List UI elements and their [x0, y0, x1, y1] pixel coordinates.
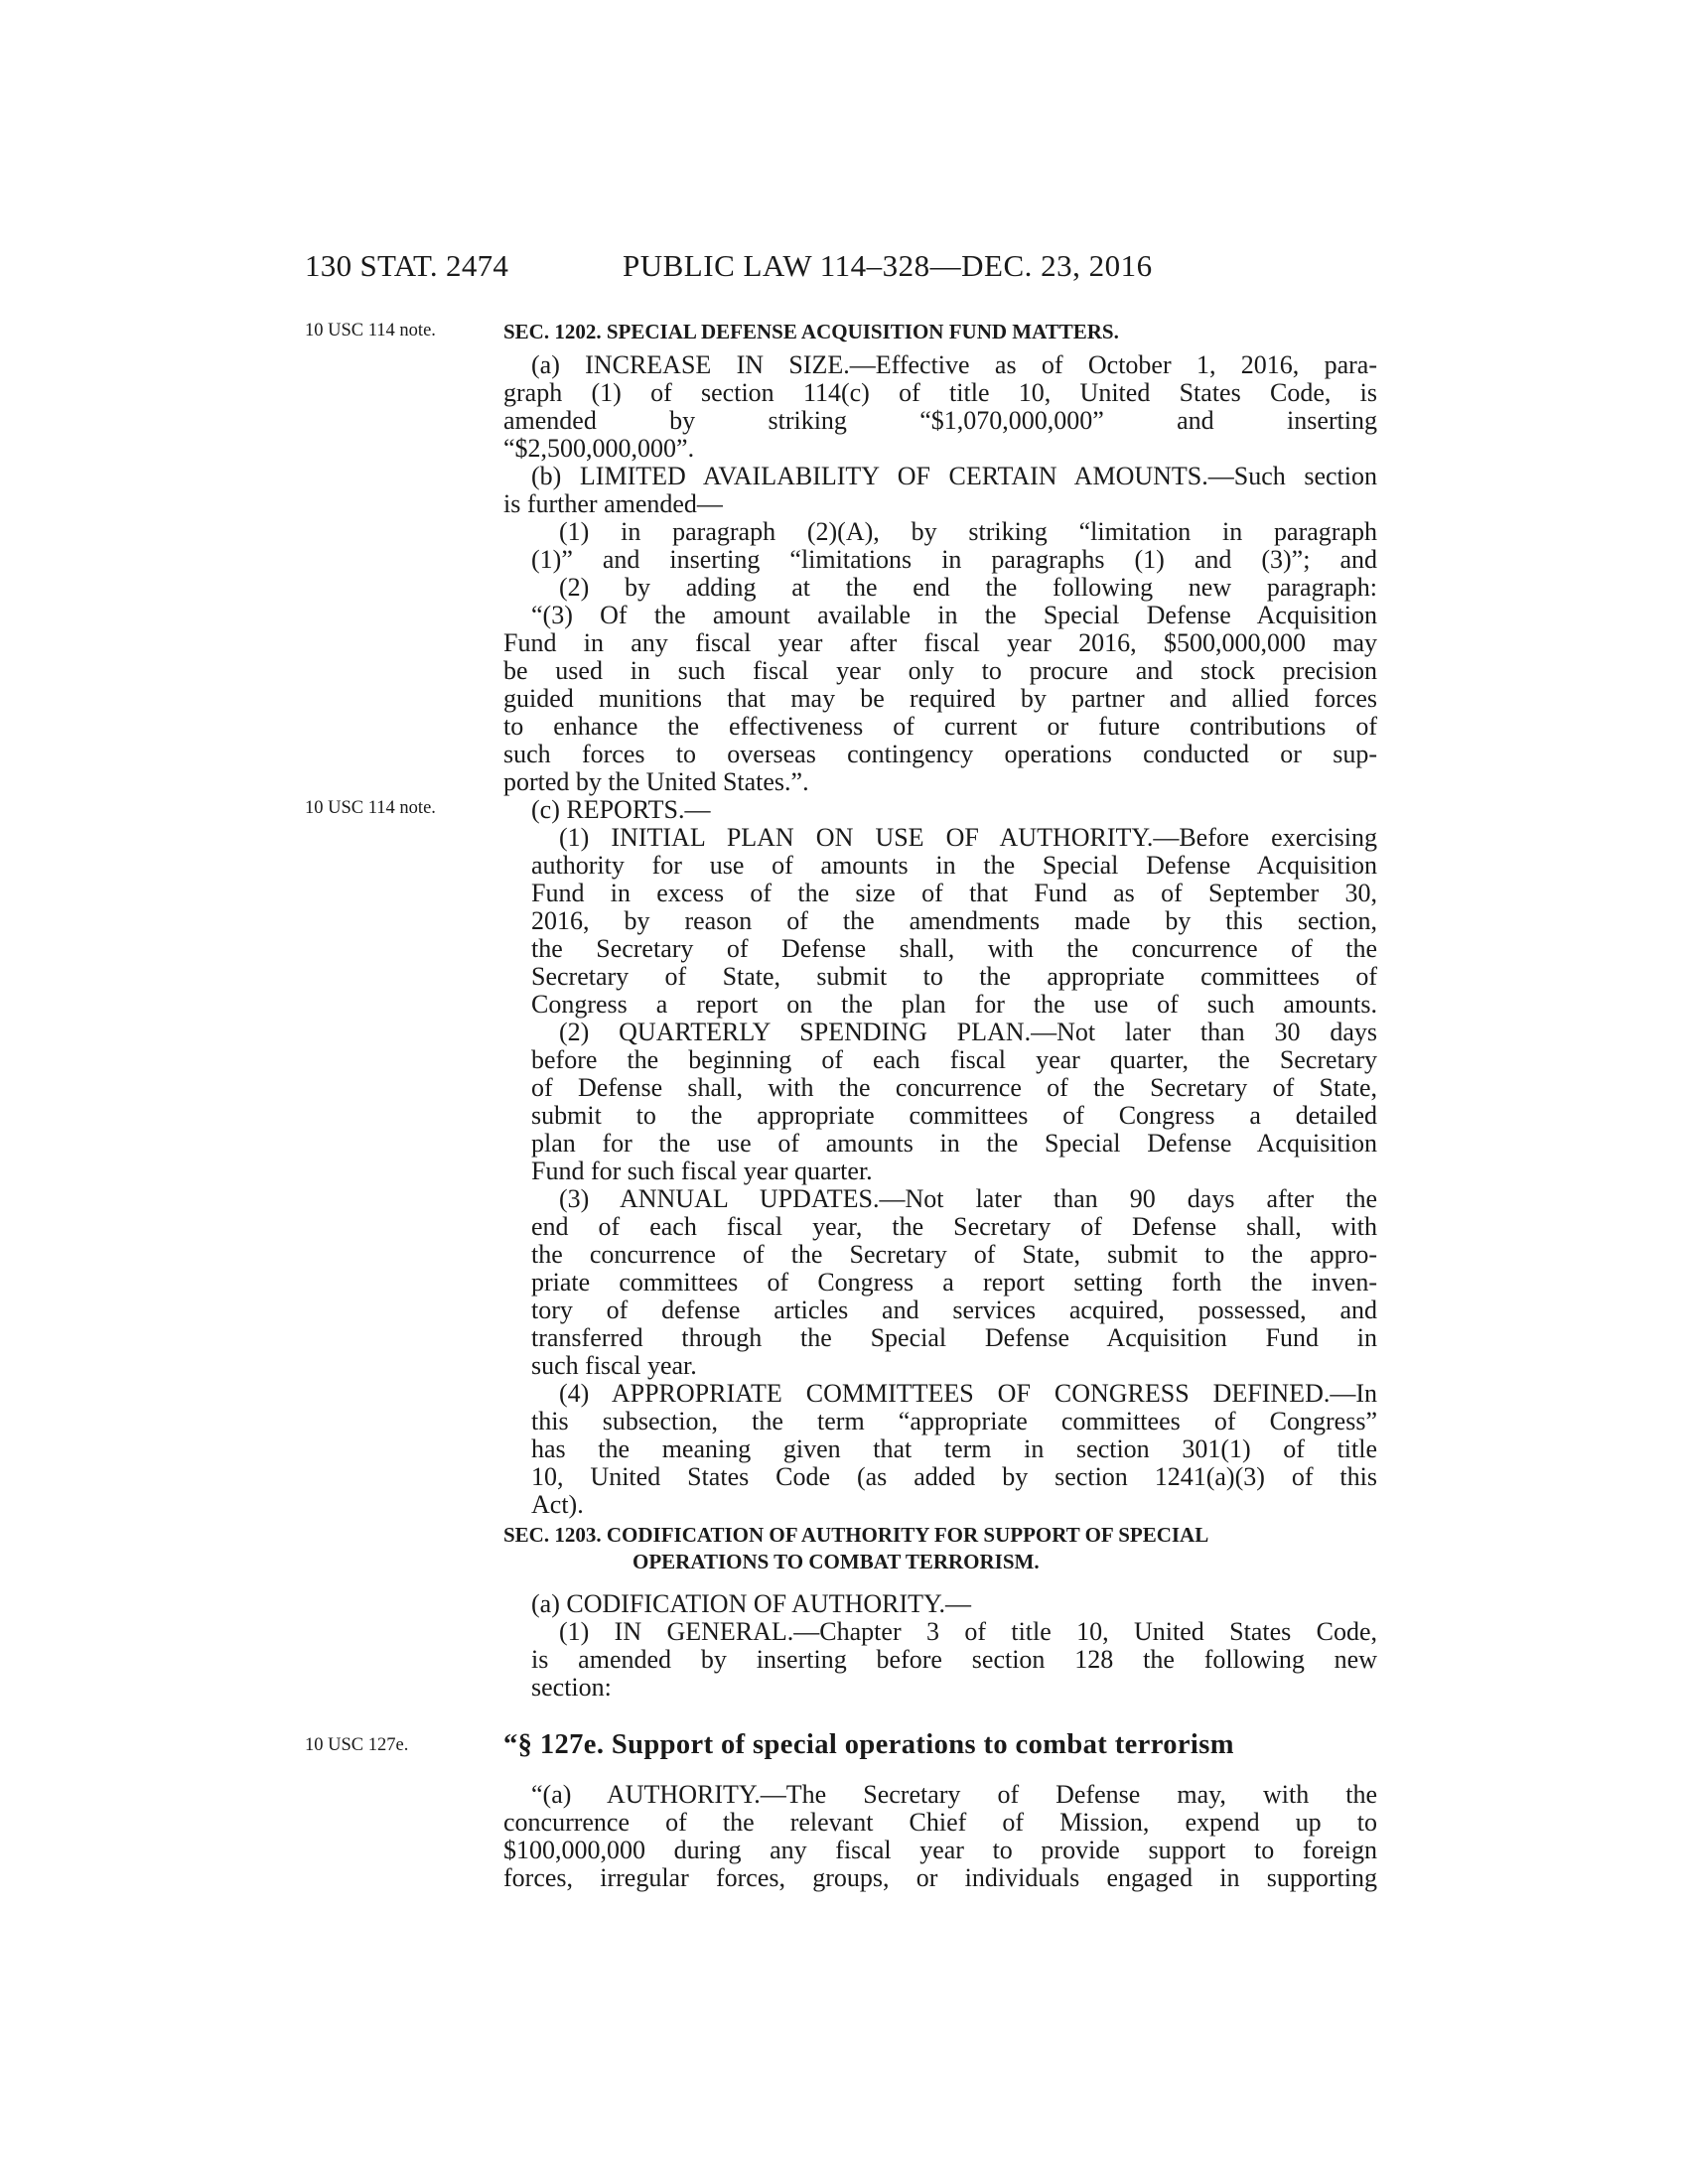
text-line: submit to the appropriate committees of Congress a detailed [531, 1101, 1377, 1130]
text-line: priate committees of Congress a report setting forth the inven- [531, 1268, 1377, 1297]
text-line: section: [531, 1673, 612, 1702]
text-line: (4) APPROPRIATE COMMITTEES OF CONGRESS DEFINED.—In [559, 1379, 1377, 1408]
text-line: end of each fiscal year, the Secretary of Defense shall, with [531, 1212, 1377, 1241]
text-line: “$2,500,000,000”. [503, 434, 695, 463]
margin-note-1202c: 10 USC 114 note. [305, 798, 436, 818]
text-line: Secretary of State, submit to the appropriate committees of [531, 962, 1377, 991]
text-line: authority for use of amounts in the Special Defense Acquisition [531, 851, 1377, 880]
statute-page-number: 130 STAT. 2474 [305, 248, 509, 283]
text-line: is further amended— [503, 489, 723, 518]
text-line: the Secretary of Defense shall, with the concurrence of the [531, 934, 1377, 963]
text-line: (1) IN GENERAL.—Chapter 3 of title 10, United States Code, [559, 1617, 1377, 1646]
text-line: (a) INCREASE IN SIZE.—Effective as of October 1, 2016, para- [531, 350, 1377, 379]
text-line: (a) CODIFICATION OF AUTHORITY.— [531, 1589, 971, 1618]
margin-note-127e: 10 USC 127e. [305, 1735, 409, 1755]
text-line: “(a) AUTHORITY.—The Secretary of Defense may, with the [531, 1780, 1377, 1809]
text-line: has the meaning given that term in section 301(1) of title [531, 1434, 1377, 1463]
section-1202-body [503, 351, 1377, 1519]
text-line: plan for the use of amounts in the Special Defense Acquisition [531, 1129, 1377, 1158]
text-line: 2016, by reason of the amendments made by this section, [531, 906, 1377, 935]
section-heading: SEC. 1202. SPECIAL DEFENSE ACQUISITION FUND MATTERS. [503, 320, 1119, 343]
text-line: Fund in excess of the size of that Fund as of September 30, [531, 879, 1377, 907]
section-1203-heading [503, 1522, 1377, 1575]
text-line: such forces to overseas contingency operations conducted or sup- [503, 740, 1377, 768]
text-line: amended by striking “$1,070,000,000” and inserting [503, 406, 1377, 435]
section-heading-line2: OPERATIONS TO COMBAT TERRORISM. [633, 1550, 1040, 1573]
public-law-title: PUBLIC LAW 114–328—DEC. 23, 2016 [623, 248, 1153, 283]
section-1202-heading [503, 318, 1377, 345]
text-line: is amended by inserting before section 128 the following new [531, 1645, 1377, 1674]
text-line: to enhance the effectiveness of current or future contributions of [503, 712, 1377, 741]
text-line: (1) in paragraph (2)(A), by striking “limitation in paragraph [559, 517, 1377, 546]
text-line: Fund in any fiscal year after fiscal year 2016, $500,000,000 may [503, 628, 1377, 657]
page-header [0, 248, 1688, 288]
text-line: (2) by adding at the end the following new paragraph: [559, 573, 1377, 602]
text-line: concurrence of the relevant Chief of Mission, expend up to [503, 1808, 1377, 1837]
text-line: the concurrence of the Secretary of State, submit to the appro- [531, 1240, 1377, 1269]
text-line: Act). [531, 1490, 584, 1519]
text-line: this subsection, the term “appropriate committees of Congress” [531, 1407, 1377, 1435]
text-line: before the beginning of each fiscal year quarter, the Secretary [531, 1045, 1377, 1074]
text-line: Congress a report on the plan for the use of such amounts. [531, 990, 1377, 1019]
text-line: guided munitions that may be required by partner and allied forces [503, 684, 1377, 713]
sub-section-heading: “§ 127e. Support of special operations to combat terrorism [503, 1729, 1234, 1760]
margin-note-1202: 10 USC 114 note. [305, 321, 436, 341]
text-line: (c) REPORTS.— [531, 795, 711, 824]
text-line: Fund for such fiscal year quarter. [531, 1157, 873, 1185]
section-1203-body [503, 1590, 1377, 1702]
text-line: of Defense shall, with the concurrence of the Secretary of State, [531, 1073, 1377, 1102]
text-line: forces, irregular forces, groups, or individuals engaged in supporting [503, 1863, 1377, 1892]
text-line: (1) INITIAL PLAN ON USE OF AUTHORITY.—Before exercising [559, 823, 1377, 852]
text-line: “(3) Of the amount available in the Special Defense Acquisition [531, 601, 1377, 629]
text-line: graph (1) of section 114(c) of title 10, United States Code, is [503, 378, 1377, 407]
section-127e-heading [503, 1729, 1377, 1761]
text-line: be used in such fiscal year only to procure and stock precision [503, 656, 1377, 685]
text-line: (3) ANNUAL UPDATES.—Not later than 90 days after the [559, 1184, 1377, 1213]
text-line: $100,000,000 during any fiscal year to provide support to foreign [503, 1836, 1377, 1864]
text-line: (b) LIMITED AVAILABILITY OF CERTAIN AMOUNTS.—Such section [531, 462, 1377, 490]
text-line: 10, United States Code (as added by section 1241(a)(3) of this [531, 1462, 1377, 1491]
text-line: tory of defense articles and services acquired, possessed, and [531, 1296, 1377, 1324]
text-line: (1)” and inserting “limitations in paragraphs (1) and (3)”; and [531, 545, 1377, 574]
text-line: such fiscal year. [531, 1351, 697, 1380]
section-heading-line1: SEC. 1203. CODIFICATION OF AUTHORITY FOR SUPPORT OF SPECIAL [503, 1523, 1209, 1547]
text-line: ported by the United States.”. [503, 767, 809, 796]
text-line: transferred through the Special Defense Acquisition Fund in [531, 1323, 1377, 1352]
text-line: (2) QUARTERLY SPENDING PLAN.—Not later than 30 days [559, 1018, 1377, 1046]
section-127e-body [503, 1781, 1377, 1892]
